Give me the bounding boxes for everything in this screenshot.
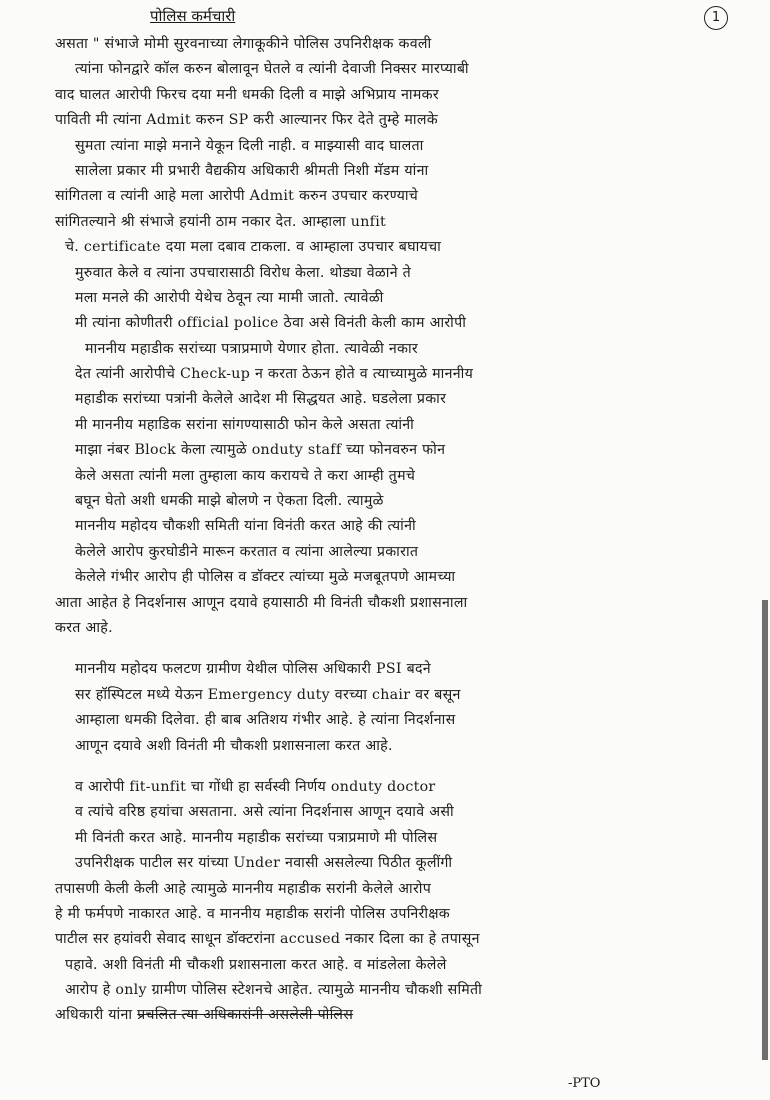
scrollbar[interactable] [762,600,768,1060]
text-line: सुमता त्यांना माझे मनाने येकून दिली नाही. व माझ्यासी वाद घालता [75,137,424,154]
text-line: तपासणी केली केली आहे त्यामुळे माननीय महाडीक सरांनी केलेले आरोप [55,880,432,897]
text-line: केलेले आरोप कुरघोडीने मारून करतात व त्यांना आलेल्या प्रकारात [75,543,419,560]
page-number: 1 [704,6,728,30]
text-line: आता आहेत हे निदर्शनास आणून दयावे हयासाठी मी विनंती चौकशी प्रशासनाला [55,594,468,611]
document-heading: पोलिस कर्मचारी [150,7,236,25]
text-line: त्यांना फोनद्वारे कॉल करुन बोलावून घेतले व त्यांनी देवाजी निक्सर मारप्याबी [75,61,469,78]
text-line: हे मी फर्मपणे नाकारत आहे. व माननीय महाडीक सरांनी पोलिस उपनिरीक्षक [55,905,450,922]
text-line: मी विनंती करत आहे. माननीय महाडीक सरांच्या पत्राप्रमाणे मी पोलिस [75,829,438,846]
text-line: पाविती मी त्यांना Admit करुन SP करी आल्यानर फिर देते तुम्हे मालके [55,112,438,129]
text-line: चे. certificate दया मला दबाव टाकला. व आम्हाला उपचार बघायचा [65,239,442,256]
text-line-last [55,1003,745,1028]
text-line: पहावे. अशी विनंती मी चौकशी प्रशासनाला करत आहे. व मांडलेला केलेले [65,956,447,973]
text-line: केलेले गंभीर आरोप ही पोलिस व डॉक्टर त्यांच्या मुळे मजबूतपणे आमच्या [75,569,456,586]
text-line: वाद घालत आरोपी फिरच दया मनी धमकी दिली व माझे अभिप्राय नामकर [55,86,439,103]
text-line: आम्हाला धमकी दिलेवा. ही बाब अतिशय गंभीर आहे. हे त्यांना निदर्शनास [75,712,456,729]
please-turn-over: -PTO [568,1076,601,1091]
text-line: बघून घेतो अशी धमकी माझे बोलणे न ऐकता दिली. त्यामुळे [75,493,384,510]
handwritten-body [55,32,745,1029]
text-line: सांगितल्याने श्री संभाजे हयांनी ठाम नकार देत. आम्हाला unfit [55,213,387,230]
text-line: व आरोपी fit-unfit चा गोंधी हा सर्वस्वी निर्णय onduty doctor [75,778,436,795]
text-line: उपनिरीक्षक पाटील सर यांच्या Under नवासी असलेल्या पिठीत कूलींगी [75,855,453,872]
text-line: मुरुवात केले व त्यांना उपचारासाठी विरोध केला. थोड्या वेळाने ते [75,264,412,281]
text-line: मला मनले की आरोपी येथेच ठेवून त्या मामी जातो. त्यावेळी [75,289,384,306]
text-line: मी माननीय महाडिक सरांना सांगण्यासाठी फोन केले असता त्यांनी [75,416,415,433]
text-line: सांगितला व त्यांनी आहे मला आरोपी Admit करुन उपचार करण्याचे [55,188,419,205]
text-line: आणून दयावे अशी विनंती मी चौकशी प्रशासनाला करत आहे. [75,737,393,754]
struck-text: प्रचलित त्या अधिकारांनी असलेली पोलिस [137,1007,354,1024]
text-line: पाटील सर हयांवरी सेवाद साधून डॉक्टरांना accused नकार दिला का हे तपासून [55,931,480,948]
text-line: माननीय महोदय फलटण ग्रामीण येथील पोलिस अधिकारी PSI बदने [75,661,431,678]
text-line: मी त्यांना कोणीतरी official police ठेवा असे विनंती केली काम आरोपी [75,315,467,332]
text-line: केले असता त्यांनी मला तुम्हाला काय करायचे ते करा आम्ही तुमचे [75,467,416,484]
text-line: महाडीक सरांच्या पत्रांनी केलेले आदेश मी सिद्धयत आहे. घडलेला प्रकार [75,391,447,408]
text-line: माझा नंबर Block केला त्यामुळे onduty staff च्या फोनवरुन फोन [75,442,446,459]
text-line: सर हॉस्पिटल मध्ये येऊन Emergency duty वरच्या chair वर बसून [75,686,461,703]
last-line-text: अधिकारी यांना [55,1007,133,1024]
text-line: देत त्यांनी आरोपीचे Check-up न करता ठेऊन होते व त्याच्यामुळे माननीय [75,366,474,383]
text-line: व त्यांचे वरिष्ठ हयांचा असताना. असे त्यांना निदर्शनास आणून दयावे असी [75,804,454,821]
text-line: माननीय महाडीक सरांच्या पत्राप्रमाणे येणार होता. त्यावेळी नकार [85,340,419,357]
text-line: करत आहे. [55,619,113,636]
text-line: सालेला प्रकार मी प्रभारी वैद्यकीय अधिकारी श्रीमती निशी मॅडम यांना [75,162,429,179]
text-line: आरोप हे only ग्रामीण पोलिस स्टेशनचे आहेत. त्यामुळे माननीय चौकशी समिती [65,982,483,999]
text-line: असता " संभाजे मोमी सुरवनाच्या लेगाकूकीने पोलिस उपनिरीक्षक कवली [55,36,432,52]
text-line: माननीय महोदय चौकशी समिती यांना विनंती करत आहे की त्यांनी [75,518,416,535]
